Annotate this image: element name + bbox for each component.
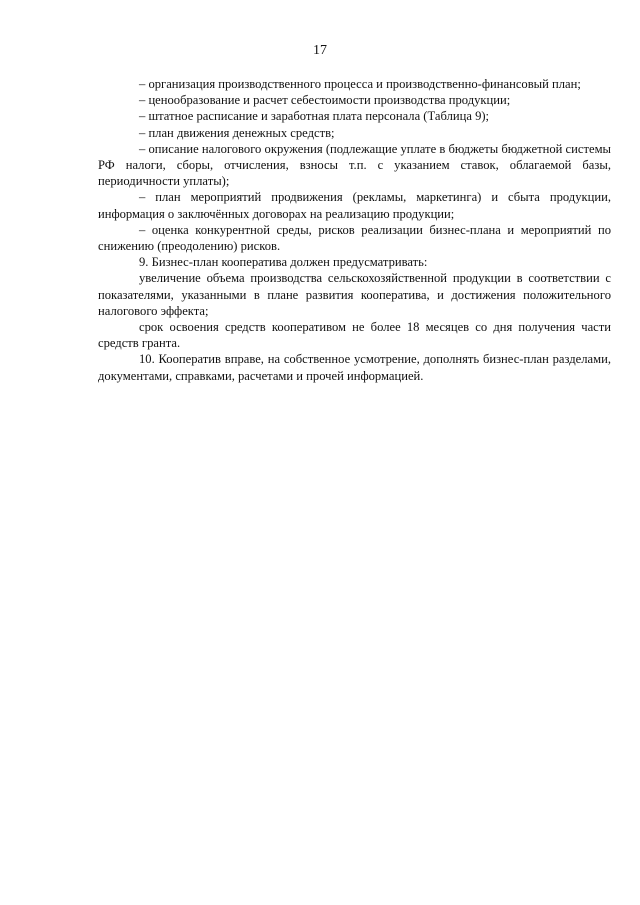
clause-10: 10. Кооператив вправе, на собственное усмотрение, дополнять бизнес-план разделами, документами, справками, расчетами и прочей информацией. xyxy=(98,352,611,383)
clause-9-production-increase: увеличение объема производства сельскохозяйственной продукции в соответствии с показателями, указанными в плане развития кооператива, и достижения положительного налогового эффекта; xyxy=(98,271,611,318)
bullet-promotion-plan: – план мероприятий продвижения (рекламы, маркетинга) и сбыта продукции, информация о заключённых договорах на реализацию продукции; xyxy=(98,190,611,221)
page-number: 17 xyxy=(313,43,327,58)
bullet-cash-flow: – план движения денежных средств; xyxy=(139,125,335,140)
bullet-risk-assessment: – оценка конкурентной среды, рисков реализации бизнес-плана и мероприятий по снижению (преодолению) рисков. xyxy=(98,222,611,254)
page-body xyxy=(98,76,611,384)
bullet-tax-environment: – описание налогового окружения (подлежащие уплате в бюджеты бюджетной системы РФ налоги, сборы, отчисления, взносы т.п. с указанием ставок, облагаемой базы, периодичности уплаты); xyxy=(98,141,611,189)
bullet-staffing: – штатное расписание и заработная плата персонала (Таблица 9); xyxy=(139,109,490,124)
clause-9-heading: 9. Бизнес-план кооператива должен предусматривать: xyxy=(139,255,428,270)
bullet-pricing: – ценообразование и расчет себестоимости производства продукции; xyxy=(139,93,511,108)
bullet-production-plan: – организация производственного процесса и производственно-финансовый план; xyxy=(139,77,581,91)
clause-9-grant-term: срок освоения средств кооперативом не более 18 месяцев со дня получения части средств гранта. xyxy=(98,320,611,351)
